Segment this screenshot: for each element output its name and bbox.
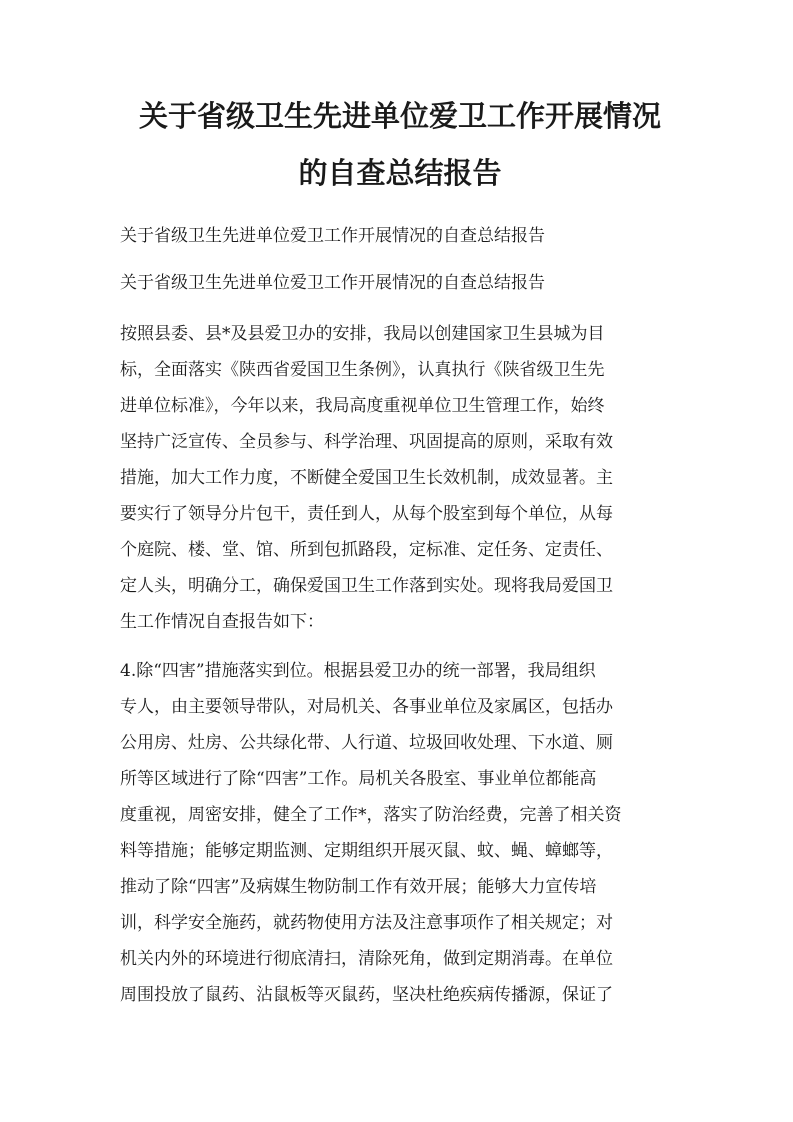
paragraph-line: 4.除“四害”措施落实到位。根据县爱卫办的统一部署，我局组织 bbox=[120, 661, 596, 681]
paragraph-line: 所等区域进行了除“四害”工作。局机关各股室、事业单位都能高 bbox=[120, 769, 597, 789]
paragraph-line: 料等措施；能够定期监测、定期组织开展灭鼠、蚊、蝇、蟑螂等， bbox=[120, 841, 613, 861]
paragraph-line: 要实行了领导分片包干，责任到人，从每个股室到每个单位，从每 bbox=[120, 504, 613, 524]
paragraph-line: 措施，加大工作力度，不断健全爱国卫生长效机制，成效显著。主 bbox=[120, 468, 613, 488]
paragraph-line: 定人头，明确分工，确保爱国卫生工作落到实处。现将我局爱国卫 bbox=[120, 576, 613, 596]
paragraph-line: 专人，由主要领导带队，对局机关、各事业单位及家属区，包括办 bbox=[120, 697, 613, 717]
paragraph-line: 按照县委、县*及县爱卫办的安排，我局以创建国家卫生县城为目 bbox=[120, 324, 605, 344]
paragraph-line: 训，科学安全施药，就药物使用方法及注意事项作了相关规定；对 bbox=[120, 913, 613, 933]
document-title-line-2: 的自查总结报告 bbox=[298, 156, 502, 190]
paragraph-line: 坚持广泛宣传、全员参与、科学治理、巩固提高的原则，采取有效 bbox=[120, 432, 613, 452]
paragraph-line: 进单位标准》，今年以来，我局高度重视单位卫生管理工作，始终 bbox=[120, 396, 605, 416]
paragraph-line: 周围投放了鼠药、沾鼠板等灭鼠药，坚决杜绝疾病传播源，保证了 bbox=[120, 985, 613, 1005]
paragraph-line: 生工作情况自查报告如下： bbox=[120, 612, 324, 632]
paragraph-line: 标，全面落实《陕西省爱国卫生条例》，认真执行《陕省级卫生先 bbox=[120, 360, 605, 380]
paragraph-line: 机关内外的环境进行彻底清扫，清除死角，做到定期消毒。在单位 bbox=[120, 949, 613, 969]
document-subtitle-1: 关于省级卫生先进单位爱卫工作开展情况的自查总结报告 bbox=[120, 226, 545, 246]
document-title-line-1: 关于省级卫生先进单位爱卫工作开展情况 bbox=[138, 99, 661, 133]
document-subtitle-2: 关于省级卫生先进单位爱卫工作开展情况的自查总结报告 bbox=[120, 273, 545, 293]
paragraph-line: 公用房、灶房、公共绿化带、人行道、垃圾回收处理、下水道、厕 bbox=[120, 733, 613, 753]
paragraph-line: 推动了除“四害”及病媒生物防制工作有效开展；能够大力宣传培 bbox=[120, 877, 597, 897]
paragraph-line: 个庭院、楼、堂、馆、所到包抓路段，定标准、定任务、定责任、 bbox=[120, 540, 613, 560]
paragraph-line: 度重视，周密安排，健全了工作*，落实了防治经费，完善了相关资 bbox=[120, 805, 622, 825]
